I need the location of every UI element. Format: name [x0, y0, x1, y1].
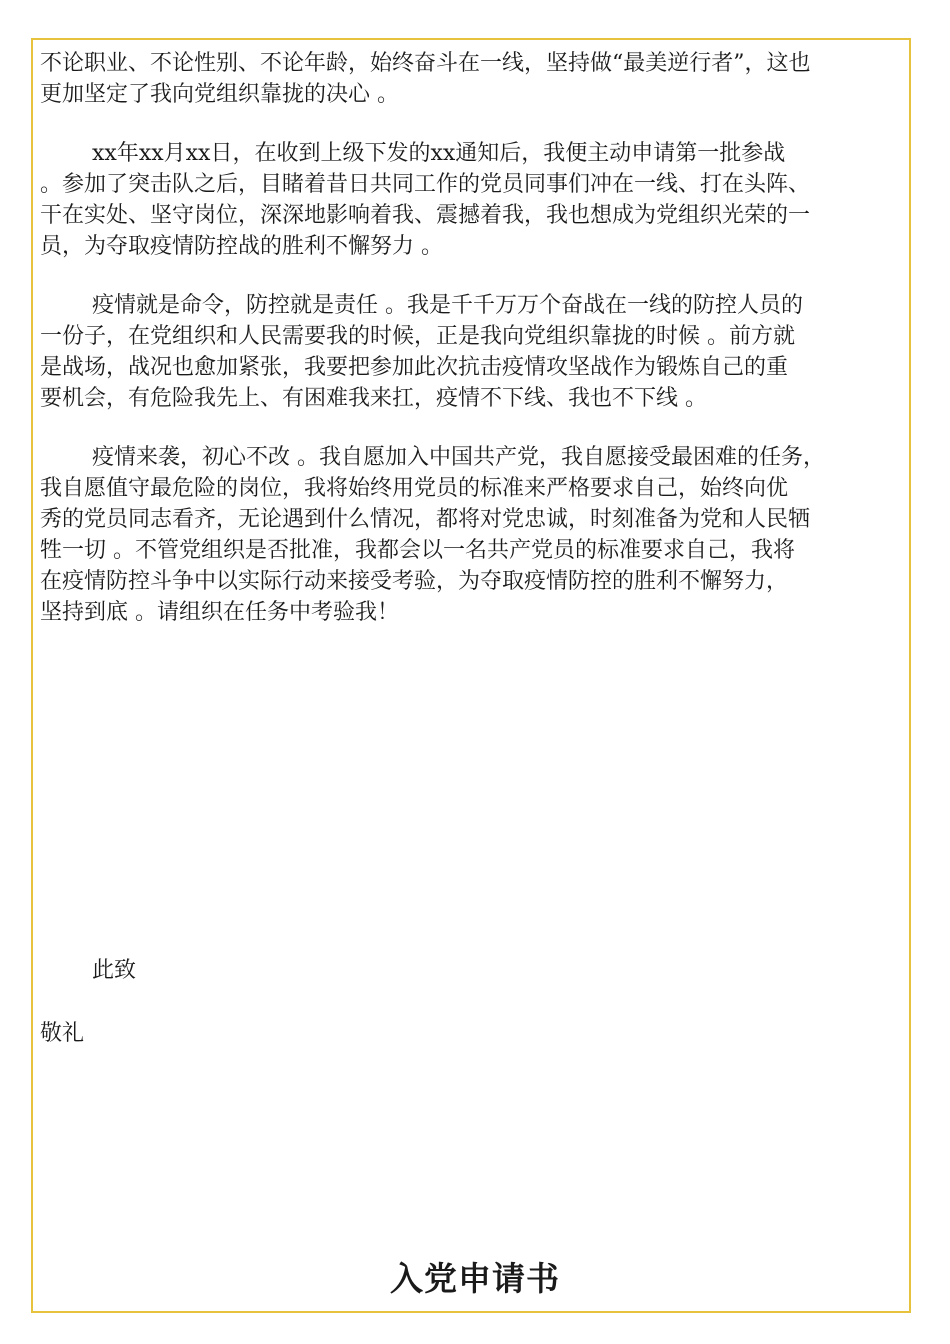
- paragraph-line: 坚持到底 。请组织在任务中考验我！: [40, 600, 399, 625]
- paragraph-line: 一份子，在党组织和人民需要我的时候，正是我向党组织靠拢的时候 。前方就: [40, 324, 795, 349]
- document-title: 入党申请书: [390, 1259, 560, 1298]
- paragraph-4: [40, 442, 906, 628]
- paragraph-line: 我自愿值守最危险的岗位，我将始终用党员的标准来严格要求自己，始终向优: [40, 476, 789, 501]
- paragraph-line: 疫情来袭，初心不改 。我自愿加入中国共产党，我自愿接受最困难的任务，: [92, 445, 825, 470]
- letter-body: [40, 48, 906, 656]
- paragraph-line: 更加坚定了我向党组织靠拢的决心 。: [40, 82, 399, 107]
- paragraph-line: 干在实处、坚守岗位，深深地影响着我、震撼着我，我也想成为党组织光荣的一: [40, 203, 811, 228]
- paragraph-1: [40, 48, 906, 110]
- paragraph-line: xx年xx月xx日，在收到上级下发的xx通知后，我便主动申请第一批参战: [92, 141, 786, 166]
- paragraph-line: 秀的党员同志看齐，无论遇到什么情况，都将对党忠诚，时刻准备为党和人民牺: [40, 507, 811, 532]
- closing-salutation: 此致: [92, 958, 137, 983]
- paragraph-line: 要机会，有危险我先上、有困难我来扛，疫情不下线、我也不下线 。: [40, 386, 707, 411]
- paragraph-3: [40, 290, 906, 414]
- paragraph-line: 在疫情防控斗争中以实际行动来接受考验，为夺取疫情防控的胜利不懈努力，: [40, 569, 789, 594]
- paragraph-line: 牲一切 。不管党组织是否批准，我都会以一名共产党员的标准要求自己，我将: [40, 538, 795, 563]
- paragraph-line: 。参加了突击队之后，目睹着昔日共同工作的党员同事们冲在一线、打在头阵、: [40, 172, 811, 197]
- paragraph-line: 员，为夺取疫情防控战的胜利不懈努力 。: [40, 234, 443, 259]
- paragraph-line: 是战场，战况也愈加紧张，我要把参加此次抗击疫情攻坚战作为锻炼自己的重: [40, 355, 789, 380]
- paragraph-line: 疫情就是命令，防控就是责任 。我是千千万万个奋战在一线的防控人员的: [92, 293, 803, 318]
- paragraph-2: [40, 138, 906, 262]
- closing-regards: 敬礼: [40, 1021, 85, 1046]
- paragraph-line: 不论职业、不论性别、不论年龄，始终奋斗在一线，坚持做“最美逆行者”，这也: [40, 51, 811, 76]
